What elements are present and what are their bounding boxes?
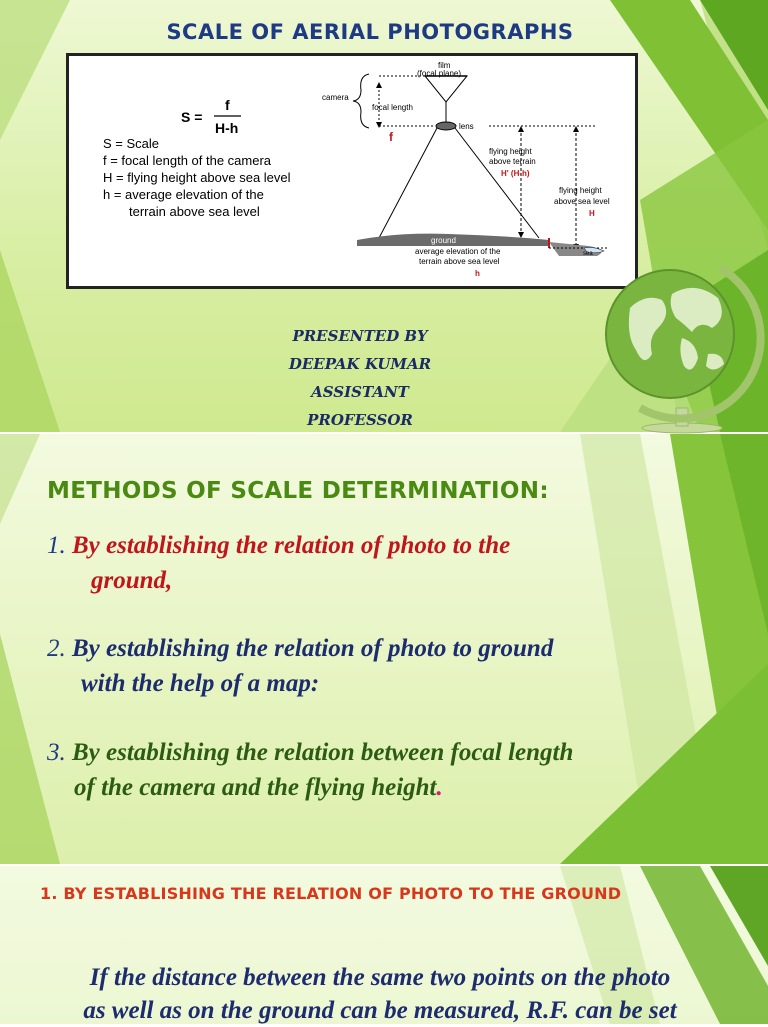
method-text: By establishing the relation of photo to the <box>72 532 511 559</box>
label-flying-height-terrain: flying height <box>489 147 532 156</box>
formula-denominator: H-h <box>215 120 239 136</box>
method-item-3 <box>47 735 573 805</box>
formula-lhs: S = <box>181 109 203 125</box>
label-terrain-above-sea: terrain above sea level <box>419 257 500 266</box>
legend-line: f = focal length of the camera <box>103 153 272 168</box>
method-text-cont: ground, <box>91 567 173 594</box>
label-h-prime: H' (H-h) <box>501 169 530 178</box>
label-flying-height-sea: flying height <box>559 186 602 195</box>
label-camera: camera <box>322 93 349 102</box>
presenter-designation: ASSISTANT PROFESSOR <box>307 383 413 429</box>
slide-2-title: METHODS OF SCALE DETERMINATION: <box>47 478 549 504</box>
label-sea: sea <box>583 251 593 257</box>
method-item-1 <box>47 528 510 598</box>
method-number: 3. <box>47 739 66 766</box>
legend-line: S = Scale <box>103 136 160 151</box>
label-focal-length: focal length <box>372 103 413 112</box>
method-number: 1. <box>47 532 66 559</box>
method-text: By establishing the relation between focal length <box>72 739 574 766</box>
scale-diagram-figure <box>66 53 638 289</box>
label-H: H <box>589 209 595 218</box>
slide-1 <box>0 0 768 432</box>
legend-line: terrain above sea level <box>129 204 260 219</box>
formula-numerator: f <box>225 97 230 113</box>
method-number: 2. <box>47 635 66 662</box>
label-above-terrain: above terrain <box>489 157 536 166</box>
label-lens: lens <box>459 122 474 131</box>
body-line: as well as on the ground can be measured, R.F. can be set <box>83 997 677 1024</box>
label-focal-plane: (focal plane) <box>417 69 462 78</box>
method-item-2 <box>47 631 553 701</box>
legend-line: H = flying height above sea level <box>103 170 291 185</box>
method-text-cont: of the camera and the flying height <box>74 774 437 801</box>
label-f: f <box>389 130 393 144</box>
label-film: film <box>438 61 451 70</box>
scale-diagram <box>69 56 635 286</box>
label-above-sea-level: above sea level <box>554 197 610 206</box>
slide-3-title: 1. BY ESTABLISHING THE RELATION OF PHOTO TO THE GROUND <box>40 884 622 903</box>
method-text-cont: with the help of a map: <box>81 670 320 697</box>
method-end-period: . <box>436 774 443 801</box>
presenter-name: DEEPAK KUMAR <box>288 355 432 373</box>
label-h: h <box>475 269 480 278</box>
method-text: By establishing the relation of photo to ground <box>72 635 554 662</box>
label-average-elevation: average elevation of the <box>415 247 501 256</box>
body-line: If the distance between the same two points on the photo <box>89 964 671 991</box>
presented-by: PRESENTED BY <box>292 327 428 345</box>
slide-3-body <box>30 961 730 1027</box>
globe-icon <box>600 258 750 434</box>
label-ground: ground <box>431 236 456 245</box>
legend-line: h = average elevation of the <box>103 187 264 202</box>
slide-1-title: SCALE OF AERIAL PHOTOGRAPHS <box>166 20 574 44</box>
